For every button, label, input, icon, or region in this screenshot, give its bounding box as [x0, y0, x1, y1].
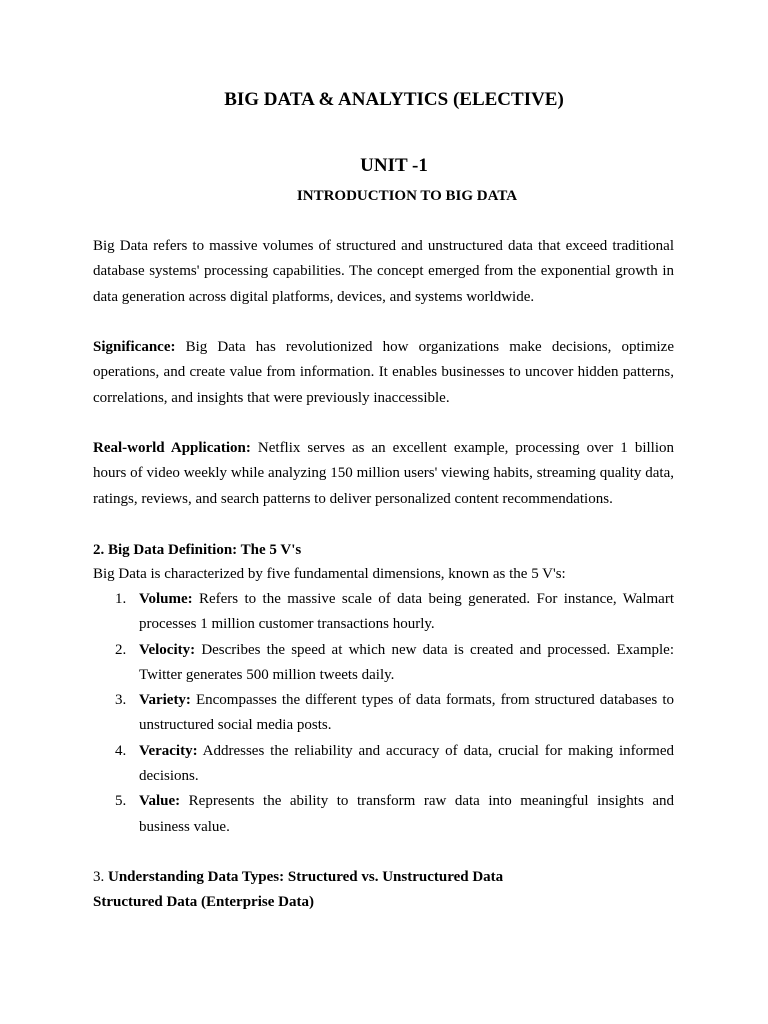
list-item-number: 2. — [115, 641, 127, 658]
section2-heading: 2. Big Data Definition: The 5 V's — [93, 542, 302, 558]
list-item — [93, 789, 674, 840]
list-item-text: Describes the speed at which new data is created and processed. Example: Twitter generates 500 million tweets daily. — [139, 641, 674, 683]
significance-label: Significance: — [93, 339, 176, 355]
list-item — [93, 638, 674, 689]
list-item-term: Variety: — [139, 692, 191, 709]
list-item-number: 5. — [115, 793, 127, 810]
section3-heading — [93, 867, 503, 887]
intro-paragraph: Big Data refers to massive volumes of structured and unstructured data that exceed traditional database systems' processing capabilities. The concept emerged from the exponential growth in data generation across digital platforms, devices, and systems worldwide. — [93, 238, 674, 305]
unit-heading: UNIT -1 — [360, 155, 428, 176]
list-item — [93, 688, 674, 739]
section3-heading-text: Understanding Data Types: Structured vs. Unstructured Data — [104, 869, 504, 885]
section2-intro: Big Data is characterized by five fundamental dimensions, known as the 5 V's: — [93, 566, 566, 582]
list-item — [93, 587, 674, 638]
document-title: BIG DATA & ANALYTICS (ELECTIVE) — [224, 89, 564, 110]
list-item-text: Encompasses the different types of data formats, from structured databases to unstructured social media posts. — [139, 692, 674, 734]
application-paragraph — [93, 436, 674, 512]
list-item-number: 3. — [115, 692, 127, 709]
application-label: Real-world Application: — [93, 440, 251, 456]
list-item-text: Represents the ability to transform raw data into meaningful insights and business value. — [139, 793, 674, 835]
list-item-term: Velocity: — [139, 641, 196, 658]
list-item-term: Value: — [139, 793, 181, 810]
list-item-number: 1. — [115, 591, 127, 607]
section3-subheading: Structured Data (Enterprise Data) — [93, 894, 314, 910]
application-text: Netflix serves as an excellent example, processing over 1 billion hours of video weekly while analyzing 150 million users' viewing habits, streaming quality data, ratings, reviews, and search patterns to deliver personalized content recommendations. — [93, 440, 674, 507]
list-item-term: Veracity: — [139, 742, 198, 759]
list-item-text: Refers to the massive scale of data being generated. For instance, Walmart processes 1 million customer transactions hourly. — [139, 591, 674, 633]
section3-number: 3. — [93, 869, 105, 885]
list-item-text: Addresses the reliability and accuracy of data, crucial for making informed decisions. — [139, 742, 674, 785]
list-item-term: Volume: — [139, 591, 193, 607]
significance-text: Big Data has revolutionized how organizations make decisions, optimize operations, and create value from information. It enables businesses to uncover hidden patterns, correlations, and insights that were previously inaccessible. — [93, 339, 674, 406]
chapter-subtitle: INTRODUCTION TO BIG DATA — [296, 188, 518, 204]
five-vs-list — [93, 587, 674, 840]
list-item-number: 4. — [115, 742, 127, 759]
significance-paragraph — [93, 335, 674, 411]
list-item — [93, 739, 674, 790]
